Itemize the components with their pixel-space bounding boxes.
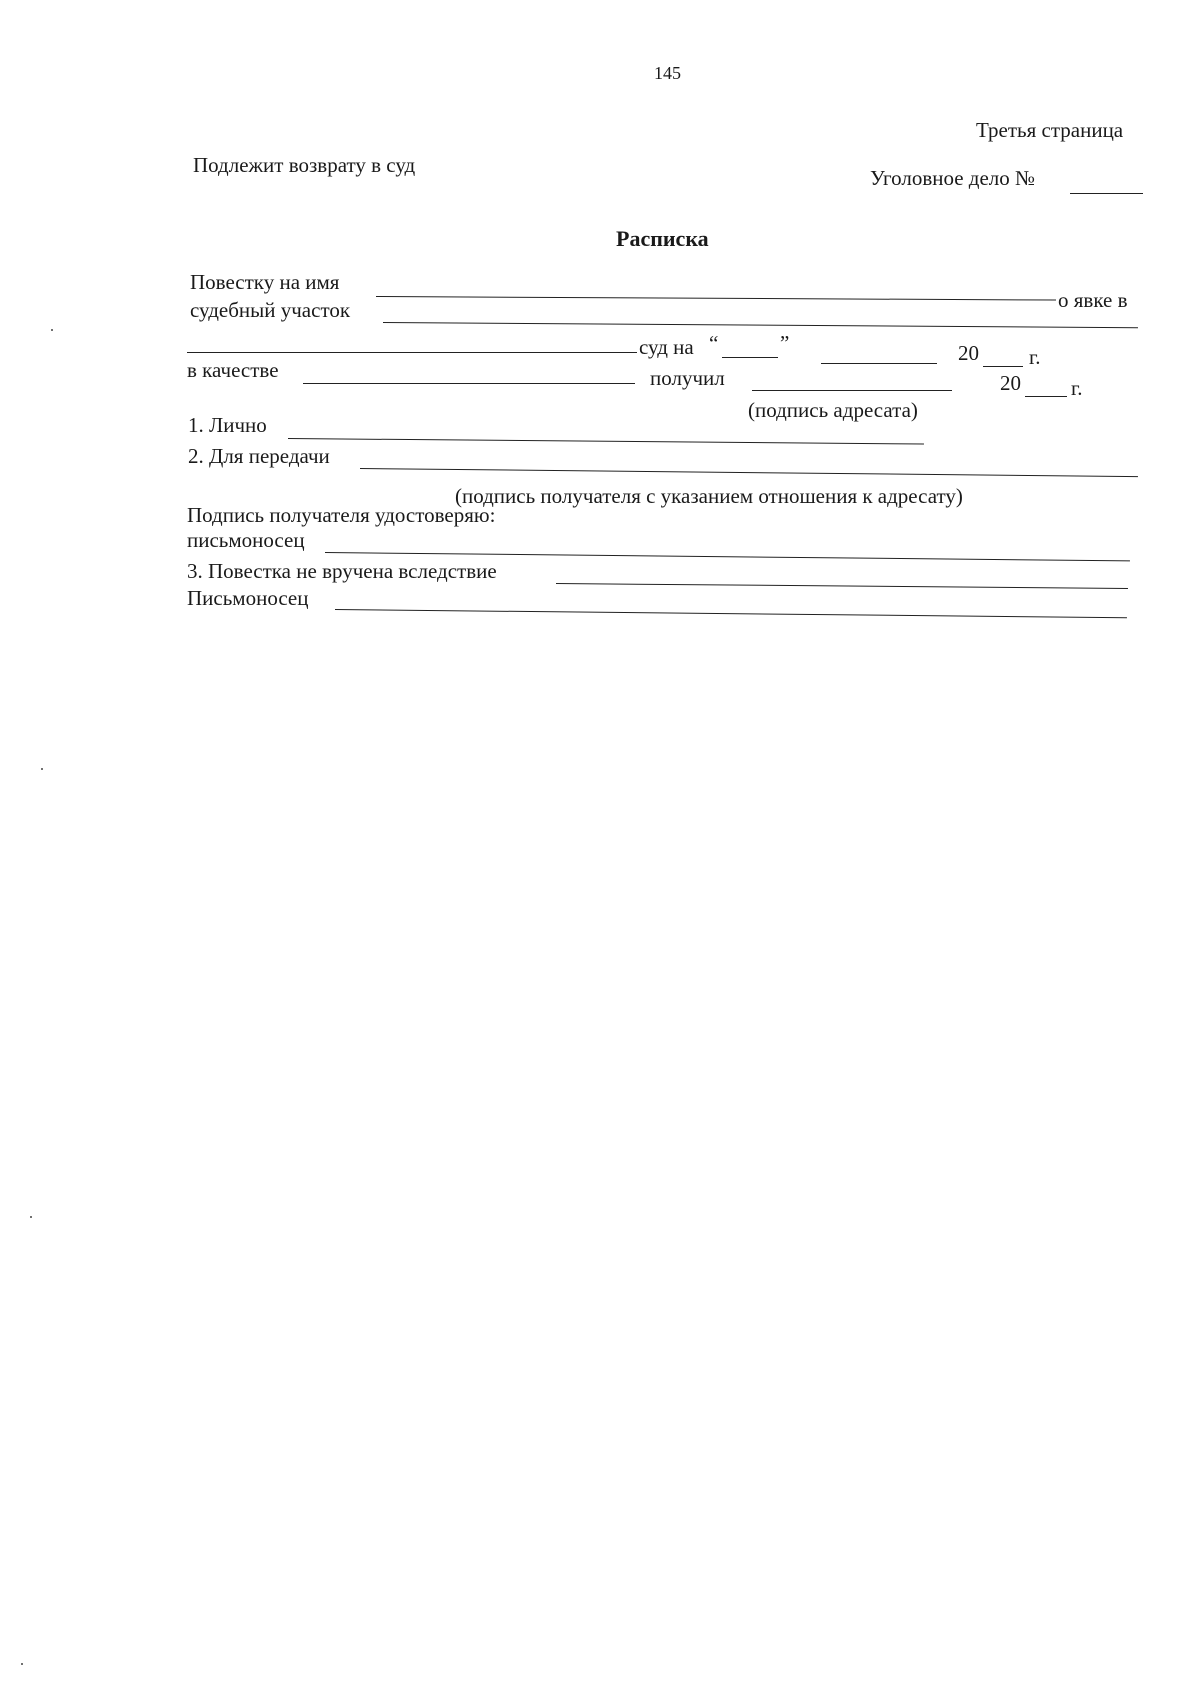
not-delivered-label: 3. Повестка не вручена вследствие [187, 559, 497, 583]
appearance-label: о явке в [1058, 288, 1128, 312]
appearance-month-field[interactable] [821, 363, 937, 364]
appearance-year-suffix: г. [1029, 345, 1041, 369]
summons-for-label: Повестку на имя [190, 270, 340, 294]
court-section-field[interactable] [383, 322, 1138, 328]
addressee-name-field[interactable] [376, 296, 1056, 301]
scan-speck [21, 1663, 23, 1665]
item-transfer-label: 2. Для передачи [188, 444, 330, 468]
scan-speck [41, 768, 43, 770]
appearance-year-prefix: 20 [958, 341, 979, 365]
quote-close: ” [780, 331, 790, 355]
return-note: Подлежит возврату в суд [193, 153, 416, 177]
item-personally-label: 1. Лично [188, 413, 267, 437]
page-number: 145 [654, 63, 681, 83]
court-on-label: суд на [639, 335, 694, 359]
addressee-signature-field[interactable] [752, 390, 952, 391]
personally-signature-field[interactable] [288, 438, 924, 445]
received-year-prefix: 20 [1000, 371, 1021, 395]
quote-open: “ [709, 331, 719, 355]
case-number-field[interactable] [1070, 193, 1143, 194]
scan-speck [30, 1216, 32, 1218]
court-name-field[interactable] [187, 352, 637, 353]
postman-lower-label: письмоносец [187, 528, 305, 552]
not-delivered-reason-field[interactable] [556, 583, 1128, 589]
received-year-suffix: г. [1071, 376, 1083, 400]
court-section-label: судебный участок [190, 298, 351, 322]
postman-signature-field[interactable] [335, 609, 1127, 618]
document-title: Расписка [616, 226, 709, 251]
postman-upper-label: Письмоносец [187, 586, 309, 610]
appearance-year-field[interactable] [983, 366, 1023, 367]
role-field[interactable] [303, 383, 635, 384]
received-year-field[interactable] [1025, 396, 1067, 397]
case-number-label: Уголовное дело № [870, 166, 1036, 190]
page-label: Третья страница [976, 118, 1124, 142]
recipient-signature-caption: (подпись получателя с указанием отношения к адресату) [455, 484, 963, 508]
appearance-day-field[interactable] [722, 357, 778, 358]
addressee-signature-caption: (подпись адресата) [748, 398, 918, 422]
received-label: получил [650, 366, 725, 390]
scan-speck [51, 329, 53, 331]
certify-label: Подпись получателя удостоверяю: [187, 503, 496, 527]
transfer-signature-field[interactable] [360, 468, 1138, 477]
role-label: в качестве [187, 358, 279, 382]
